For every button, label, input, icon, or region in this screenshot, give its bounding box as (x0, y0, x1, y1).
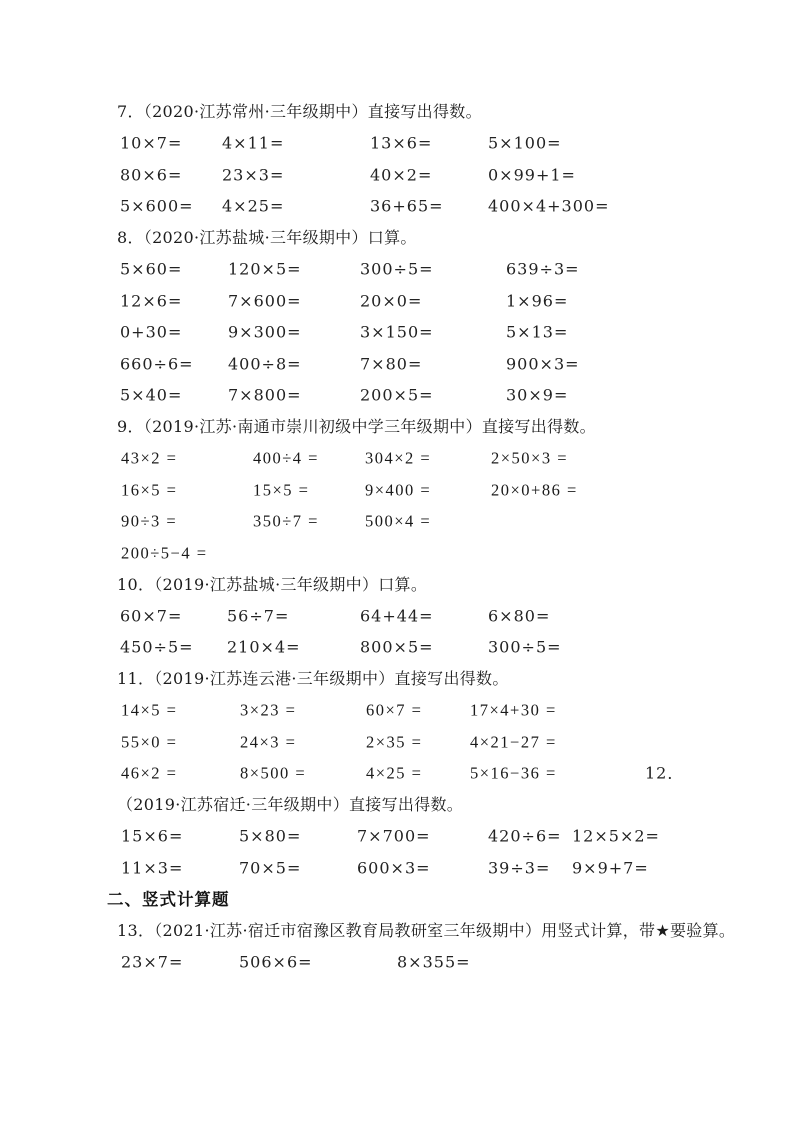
math-expression: 15×6= (121, 826, 184, 846)
math-expression: 304×2 = (365, 448, 432, 468)
math-expression: 210×4= (227, 637, 301, 657)
math-expression: 7×80= (360, 354, 423, 373)
math-expression: 8×500 = (240, 763, 307, 783)
expression-row (0, 506, 793, 538)
expression-row (0, 758, 793, 790)
math-expression: 400÷8= (228, 354, 302, 373)
math-expression: 200÷5−4 = (121, 543, 208, 562)
expression-row (0, 726, 793, 758)
expression-row (0, 285, 793, 317)
math-expression: 450÷5= (120, 637, 194, 657)
math-expression: 43×2 = (121, 448, 178, 468)
expression-row (0, 128, 793, 160)
math-expression: 80×6= (120, 165, 183, 184)
math-expression: 900×3= (506, 354, 580, 373)
math-expression: 3×23 = (240, 700, 297, 720)
question-header-q7: 7．（2020·江苏常州·三年级期中）直接写出得数。 (117, 102, 482, 121)
math-expression: 46×2 = (121, 763, 178, 783)
math-expression: 5×600= (120, 196, 194, 216)
math-expression: 7×800= (228, 385, 302, 405)
math-expression: 0+30= (120, 322, 183, 342)
expression-row (0, 632, 793, 664)
math-expression: 9×9+7= (572, 858, 649, 877)
math-expression: 350÷7 = (253, 511, 319, 531)
math-expression: 8×355= (397, 952, 471, 972)
math-expression: 12×5×2= (572, 826, 660, 846)
math-expression: 5×80= (239, 826, 302, 846)
math-expression: 500×4 = (365, 511, 432, 531)
math-expression: 15×5 = (253, 480, 310, 499)
math-expression: 400÷4 = (253, 448, 319, 468)
expression-row (0, 695, 793, 727)
math-expression: 420÷6= (488, 826, 562, 846)
math-expression: 14×5 = (121, 700, 178, 720)
math-expression: 9×400 = (365, 480, 432, 499)
question-header-q10: 10．（2019·江苏盐城·三年级期中）口算。 (117, 574, 428, 594)
math-expression: 60×7 = (366, 700, 423, 720)
expression-row (0, 537, 793, 569)
math-expression: 11×3= (121, 858, 184, 877)
math-expression: 400×4+300= (488, 196, 610, 216)
math-expression: 5×40= (120, 385, 183, 405)
math-expression: 4×21−27 = (470, 732, 557, 751)
math-expression: 55×0 = (121, 732, 178, 751)
math-expression: 23×7= (121, 952, 184, 972)
math-expression: 639÷3= (506, 259, 580, 279)
math-expression: 60×7= (120, 606, 183, 625)
math-expression: 200×5= (360, 385, 434, 405)
math-expression: 300÷5= (488, 637, 562, 657)
math-expression: 4×25 = (366, 763, 423, 783)
expression-row (0, 254, 793, 286)
math-expression: 4×25= (222, 196, 285, 216)
math-expression: 6×80= (488, 606, 551, 625)
math-expression: 1×96= (506, 291, 569, 310)
math-expression: 20×0= (360, 291, 423, 310)
math-expression: 16×5 = (121, 480, 178, 499)
expression-row (0, 821, 793, 853)
math-expression: 56÷7= (227, 606, 290, 625)
next-section-number: 12． (645, 763, 685, 783)
question-header-q13: 13．（2021·江苏·宿迁市宿豫区教育局教研室三年级期中）用竖式计算，带★要验算。 (117, 921, 736, 940)
math-expression: 800×5= (360, 637, 434, 657)
question-header-q8: 8．（2020·江苏盐城·三年级期中）口算。 (117, 228, 417, 247)
math-expression: 2×50×3 = (491, 448, 569, 468)
math-expression: 506×6= (239, 952, 313, 972)
question-header-q11: 11．（2019·江苏连云港·三年级期中）直接写出得数。 (117, 669, 509, 688)
math-expression: 5×100= (488, 133, 562, 153)
math-expression: 23×3= (222, 165, 285, 184)
math-expression: 120×5= (228, 259, 302, 279)
math-expression: 20×0+86 = (491, 480, 578, 499)
expression-row (0, 947, 793, 979)
math-expression: 10×7= (120, 133, 183, 153)
math-expression: 7×600= (228, 291, 302, 310)
math-expression: 39÷3= (488, 858, 551, 877)
expression-row (0, 348, 793, 380)
math-expression: 600×3= (357, 858, 431, 877)
math-expression: 64+44= (360, 606, 434, 625)
section-heading-written-calculation: 二、竖式计算题 (107, 889, 230, 909)
math-expression: 5×13= (506, 322, 569, 342)
math-expression: 3×150= (360, 322, 434, 342)
expression-row (0, 317, 793, 349)
math-expression: 40×2= (370, 165, 433, 184)
math-expression: 70×5= (239, 858, 302, 877)
math-expression: 90÷3 = (121, 511, 178, 531)
expression-row (0, 380, 793, 412)
expression-row (0, 474, 793, 506)
math-expression: 9×300= (228, 322, 302, 342)
math-expression: 13×6= (370, 133, 433, 153)
math-expression: 5×60= (120, 259, 183, 279)
expression-row (0, 852, 793, 884)
worksheet-content (0, 96, 793, 978)
expression-row (0, 159, 793, 191)
expression-row (0, 443, 793, 475)
question-header-q12: （2019·江苏宿迁·三年级期中）直接写出得数。 (117, 795, 464, 814)
question-header-q9: 9．（2019·江苏·南通市崇川初级中学三年级期中）直接写出得数。 (117, 417, 596, 436)
math-expression: 36+65= (370, 196, 444, 216)
math-expression: 660÷6= (120, 354, 194, 373)
math-expression: 24×3 = (240, 732, 297, 751)
math-expression: 5×16−36 = (470, 763, 557, 783)
math-expression: 12×6= (120, 291, 183, 310)
math-expression: 0×99+1= (488, 165, 576, 184)
expression-row (0, 191, 793, 223)
math-expression: 30×9= (506, 385, 569, 405)
math-expression: 2×35 = (366, 732, 423, 751)
math-expression: 17×4+30 = (470, 700, 557, 720)
math-expression: 300÷5= (360, 259, 434, 279)
math-expression: 7×700= (357, 826, 431, 846)
math-expression: 4×11= (222, 133, 285, 153)
expression-row (0, 600, 793, 632)
